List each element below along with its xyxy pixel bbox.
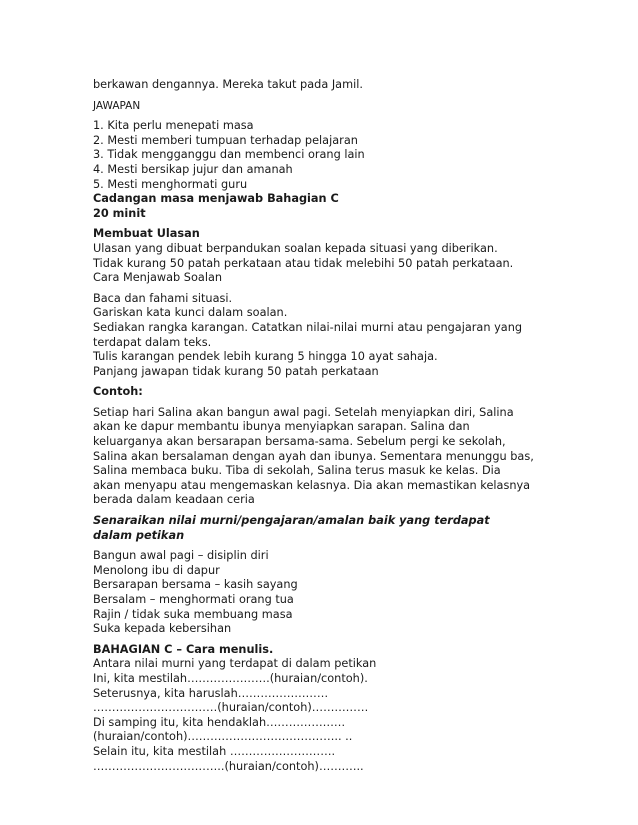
bahagian-line: Antara nilai murni yang terdapat di dalam petikan <box>93 657 377 671</box>
senarai-line: Bersarapan bersama – kasih sayang <box>93 578 298 592</box>
senarai-line: Menolong ibu di dapur <box>93 563 220 577</box>
contoh-line: akan ke dapur membantu ibunya menyiapkan sarapan. Salina dan <box>93 420 470 434</box>
contoh-line: akan menyapu atau mengemaskan kelasnya. Dia akan memastikan kelasnya <box>93 478 531 492</box>
bahagian-heading: BAHAGIAN C – Cara menulis. <box>93 642 274 656</box>
cadangan-heading: Cadangan masa menjawab Bahagian C <box>93 192 339 206</box>
cara-line: Baca dan fahami situasi. <box>93 291 233 305</box>
cara-line: Gariskan kata kunci dalam soalan. <box>93 306 288 320</box>
jawapan-item: 2. Mesti memberi tumpuan terhadap pelajaran <box>93 133 358 147</box>
ulasan-line: Cara Menjawab Soalan <box>93 271 223 285</box>
intro-line: berkawan dengannya. Mereka takut pada Jamil. <box>93 78 363 91</box>
jawapan-label: JAWAPAN <box>93 99 141 112</box>
senarai-line: Bersalam – menghormati orang tua <box>93 593 294 606</box>
bahagian-line: Seterusnya, kita haruslah…………………… <box>93 686 329 700</box>
contoh-line: Salina membaca buku. Tiba di sekolah, Salina terus masuk ke kelas. Dia <box>93 464 501 478</box>
bahagian-line: Ini, kita mestilah………………….(huraian/contoh). <box>93 671 368 685</box>
bahagian-line: ……………………………..(huraian/contoh)………... <box>93 759 364 773</box>
contoh-line: keluarganya akan bersarapan bersama-sama. Sebelum pergi ke sekolah, <box>93 435 506 449</box>
cara-line: terdapat dalam teks. <box>93 335 212 349</box>
bahagian-line: Di samping itu, kita hendaklah………………… <box>93 715 346 729</box>
jawapan-item: 3. Tidak mengganggu dan membenci orang lain <box>93 148 365 162</box>
document-page <box>93 78 563 774</box>
jawapan-list <box>93 119 563 192</box>
contoh-line: berada dalam keadaan ceria <box>93 493 255 507</box>
contoh-line: Setiap hari Salina akan bangun awal pagi. Setelah menyiapkan diri, Salina <box>93 405 514 419</box>
senarai-line: Suka kepada kebersihan <box>93 622 232 636</box>
cara-line: Tulis karangan pendek lebih kurang 5 hingga 10 ayat sahaja. <box>93 350 438 364</box>
jawapan-item: 5. Mesti menghormati guru <box>93 177 248 191</box>
bahagian-line: ……………………………(huraian/contoh)…………… <box>93 701 369 715</box>
ulasan-line: Ulasan yang dibuat berpandukan soalan kepada situasi yang diberikan. <box>93 241 498 255</box>
bahagian-line: (huraian/contoh)………………………………….. .. <box>93 730 353 744</box>
cadangan-duration: 20 minit <box>93 206 146 220</box>
contoh-heading: Contoh: <box>93 385 143 399</box>
cara-line: Panjang jawapan tidak kurang 50 patah perkataan <box>93 364 379 378</box>
bahagian-line: Selain itu, kita mestilah ………………………. <box>93 744 336 758</box>
senarai-line: Bangun awal pagi – disiplin diri <box>93 549 269 563</box>
senarai-heading: Senaraikan nilai murni/pengajaran/amalan baik yang terdapat <box>93 514 490 528</box>
senarai-line: Rajin / tidak suka membuang masa <box>93 607 293 621</box>
ulasan-line: Tidak kurang 50 patah perkataan atau tidak melebihi 50 patah perkataan. <box>93 256 514 270</box>
contoh-line: Salina akan bersalaman dengan ayah dan ibunya. Sementara menunggu bas, <box>93 449 534 463</box>
jawapan-item: 4. Mesti bersikap jujur dan amanah <box>93 162 293 176</box>
jawapan-item: 1. Kita perlu menepati masa <box>93 119 254 133</box>
cara-line: Sediakan rangka karangan. Catatkan nilai-nilai murni atau pengajaran yang <box>93 320 523 334</box>
senarai-heading-cont: dalam petikan <box>93 528 185 542</box>
ulasan-heading: Membuat Ulasan <box>93 227 200 241</box>
